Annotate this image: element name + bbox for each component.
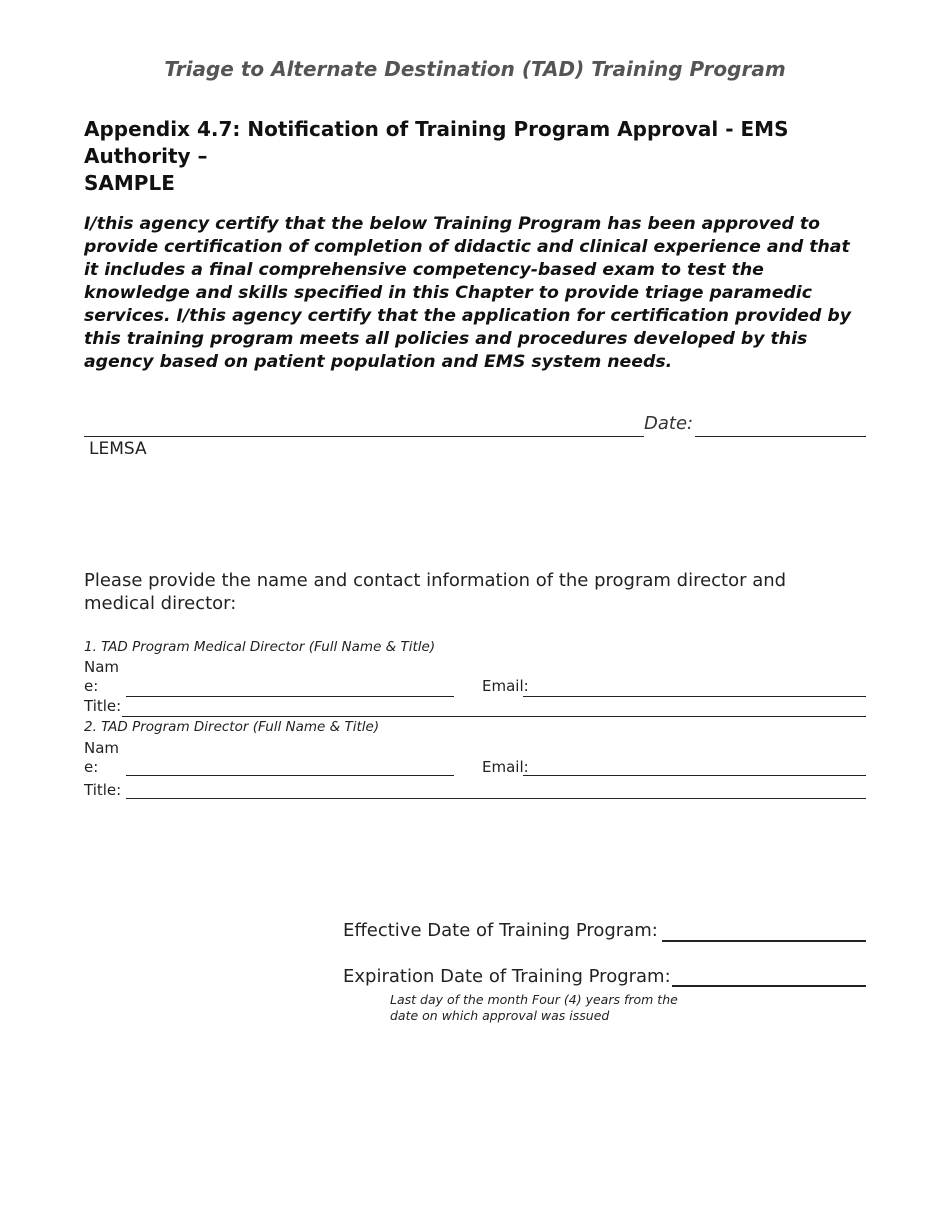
medical-director-title-label: Title: [84, 697, 122, 715]
effective-date-field[interactable] [662, 940, 866, 942]
name-label-line2: e: [84, 677, 99, 695]
appendix-heading [84, 116, 874, 197]
effective-date-label: Effective Date of Training Program: [343, 920, 658, 941]
medical-director-email-field[interactable] [523, 696, 866, 697]
expiration-date-field[interactable] [672, 985, 866, 987]
name-label-line1: Nam [84, 658, 120, 676]
expiration-date-note: Last day of the month Four (4) years from the date on which approval was issued [390, 992, 678, 1023]
medical-director-email-label: Email: [482, 677, 529, 695]
expiration-date-label: Expiration Date of Training Program: [343, 966, 671, 987]
name-label-line1: Nam [84, 739, 120, 757]
lemsa-label: LEMSA [89, 439, 147, 459]
name-label-line2: e: [84, 758, 99, 776]
program-director-title-label: Title: [84, 781, 122, 799]
appendix-heading-line1: Appendix 4.7: Notification of Training Program Approval - EMS Authority – [84, 117, 789, 168]
date-input-line[interactable] [695, 436, 866, 437]
certification-statement: I/this agency certify that the below Training Program has been approved to provide certification of completion of didactic and clinical experience and that it includes a final comprehensive competency-based exam to test the knowledge and skills specified in this Chapter to provide triage paramedic services. I/this agency certify that the application for certification provided by this training program meets all policies and procedures developed by this agency based on patient population and EMS system needs. [84, 214, 852, 372]
medical-director-name-field[interactable] [126, 696, 454, 697]
lemsa-signature-line[interactable] [84, 436, 644, 437]
medical-director-section-label: 1. TAD Program Medical Director (Full Name & Title) [84, 639, 436, 655]
program-director-name-field[interactable] [126, 775, 454, 776]
program-director-section-label: 2. TAD Program Director (Full Name & Title) [84, 719, 380, 735]
program-director-title-field[interactable] [126, 798, 866, 799]
medical-director-title-field[interactable] [122, 716, 866, 717]
appendix-heading-line2: SAMPLE [84, 171, 175, 195]
document-header-title: Triage to Alternate Destination (TAD) Training Program [164, 57, 786, 81]
program-director-email-field[interactable] [523, 775, 866, 776]
medical-director-name-label [84, 658, 119, 696]
contact-info-prompt: Please provide the name and contact information of the program director and medical director: [84, 570, 787, 614]
program-director-name-label [84, 739, 119, 777]
date-label: Date: [644, 413, 694, 434]
program-director-email-label: Email: [482, 758, 529, 776]
